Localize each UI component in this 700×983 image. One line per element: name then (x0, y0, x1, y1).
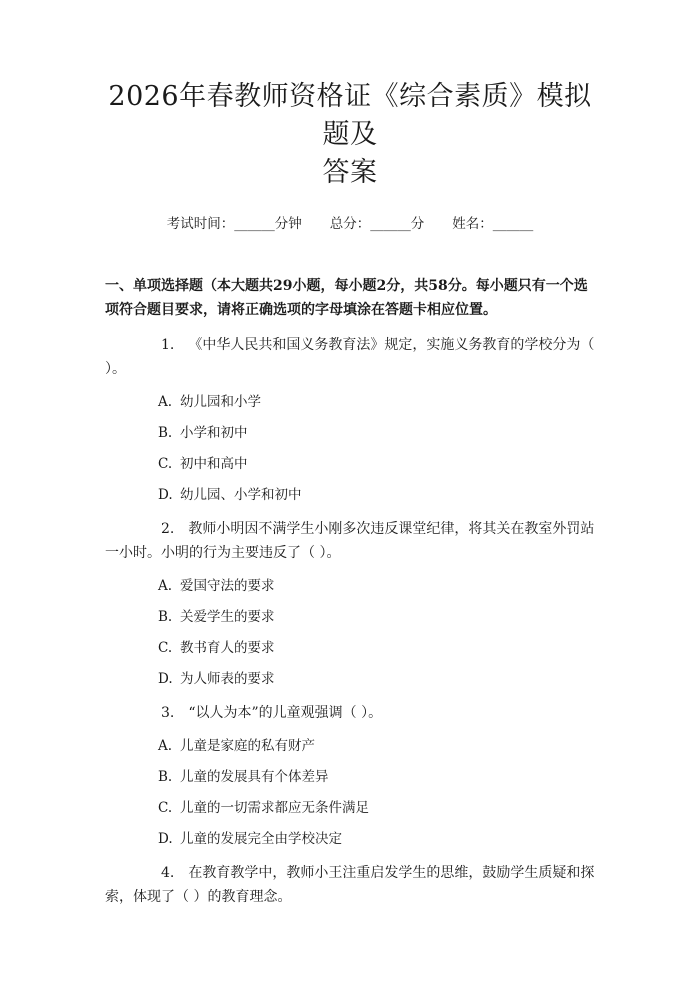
question-text: “以人为本”的儿童观强调（ ）。 (188, 705, 383, 721)
option-letter: B. (158, 425, 173, 441)
question-number: 2. (161, 521, 175, 537)
option-letter: D. (158, 671, 173, 687)
question-number: 3. (161, 705, 175, 721)
exam-time-label: 考试时间：______分钟 (166, 216, 302, 232)
question-text: 《中华人民共和国义务教育法》规定，实施义务教育的学校分为（ ）。 (105, 337, 595, 377)
total-score-label: 总分：______分 (329, 216, 425, 232)
option-letter: B. (158, 609, 173, 625)
title-line-1: 2026年春教师资格证《综合素质》模拟题及 (108, 81, 592, 150)
question-stem (105, 861, 595, 909)
option-letter: D. (158, 487, 173, 503)
option-text: 小学和初中 (180, 425, 248, 441)
option-text: 为人师表的要求 (180, 671, 275, 687)
question-4 (105, 861, 595, 909)
question-stem (105, 333, 595, 381)
exam-meta (105, 214, 595, 234)
question-text: 在教育教学中，教师小王注重启发学生的思维，鼓励学生质疑和探索，体现了（ ）的教育理念。 (105, 865, 595, 905)
option-text: 儿童的一切需求都应无条件满足 (180, 800, 369, 816)
option-text: 爱国守法的要求 (180, 578, 275, 594)
option-text: 儿童是家庭的私有财产 (180, 738, 315, 754)
option-text: 儿童的发展完全由学校决定 (180, 831, 342, 847)
option-b[interactable] (105, 767, 595, 787)
option-text: 关爱学生的要求 (180, 609, 275, 625)
option-text: 儿童的发展具有个体差异 (180, 769, 329, 785)
option-letter: C. (158, 800, 173, 816)
document-title (105, 78, 595, 192)
option-letter: D. (158, 831, 173, 847)
question-1 (105, 333, 595, 505)
option-d[interactable] (105, 669, 595, 689)
title-line-2: 答案 (322, 157, 378, 188)
question-3 (105, 701, 595, 849)
option-c[interactable] (105, 638, 595, 658)
question-text: 教师小明因不满学生小刚多次违反课堂纪律，将其关在教室外罚站一小时。小明的行为主要违反了（ ）。 (105, 521, 595, 561)
question-number: 1. (161, 337, 175, 353)
option-a[interactable] (105, 736, 595, 756)
question-stem (105, 517, 595, 565)
section-heading: 一、单项选择题（本大题共29小题，每小题2分，共58分。每小题只有一个选项符合题目要求，请将正确选项的字母填涂在答题卡相应位置。 (105, 278, 588, 318)
option-letter: C. (158, 640, 173, 656)
option-text: 幼儿园和小学 (180, 394, 261, 410)
question-stem (105, 701, 595, 725)
option-d[interactable] (105, 829, 595, 849)
option-letter: A. (158, 738, 173, 754)
option-a[interactable] (105, 576, 595, 596)
option-text: 幼儿园、小学和初中 (180, 487, 302, 503)
option-d[interactable] (105, 485, 595, 505)
option-b[interactable] (105, 423, 595, 443)
question-2 (105, 517, 595, 689)
option-b[interactable] (105, 607, 595, 627)
option-text: 教书育人的要求 (180, 640, 275, 656)
option-c[interactable] (105, 798, 595, 818)
name-label: 姓名：______ (452, 216, 534, 232)
option-c[interactable] (105, 454, 595, 474)
exam-page (0, 78, 700, 983)
option-letter: B. (158, 769, 173, 785)
option-text: 初中和高中 (180, 456, 248, 472)
question-number: 4. (161, 865, 175, 881)
option-letter: A. (158, 578, 173, 594)
option-a[interactable] (105, 392, 595, 412)
option-letter: A. (158, 394, 173, 410)
option-letter: C. (158, 456, 173, 472)
